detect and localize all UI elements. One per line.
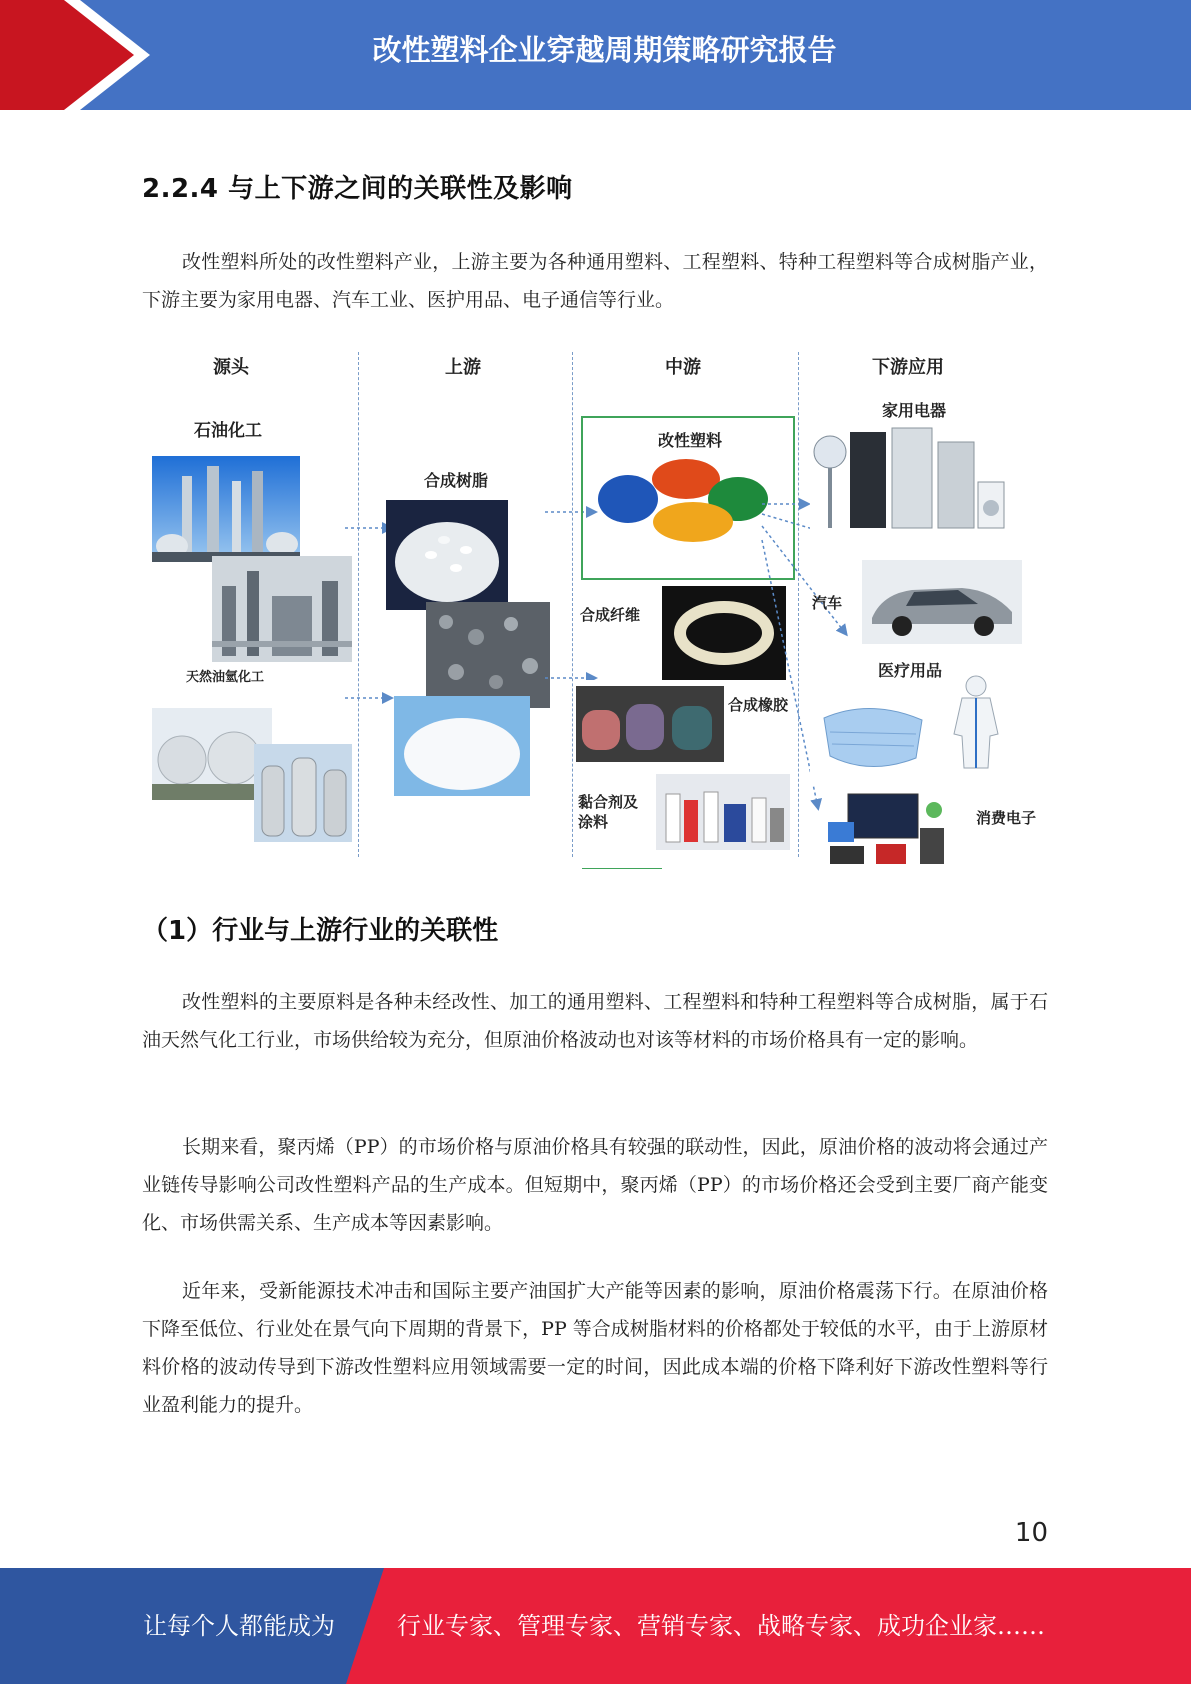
report-title: 改性塑料企业穿越周期策略研究报告	[372, 33, 837, 67]
paragraph-upstream-1: 改性塑料的主要原料是各种未经改性、加工的通用塑料、工程塑料和特种工程塑料等合成树脂，属于石油天然气化工行业，市场供给较为充分，但原油价格波动也对该等材料的市场价格具有一定的影响。	[142, 991, 1048, 1051]
appliances-photo-icon	[810, 422, 1006, 538]
column-header-upstream: 上游	[445, 357, 481, 378]
label-petrochemical: 石油化工	[194, 421, 262, 441]
column-header-midstream: 中游	[665, 357, 701, 378]
label-synthetic-resin: 合成树脂	[424, 471, 489, 490]
page-footer	[0, 1568, 1191, 1684]
column-header-source: 源头	[213, 357, 249, 378]
resin-pellets-photo-icon	[386, 500, 508, 610]
protective-suit-photo-icon	[946, 672, 1006, 772]
label-modified-plastics: 改性塑料	[658, 431, 723, 450]
intro-paragraph: 改性塑料所处的改性塑料产业，上游主要为各种通用塑料、工程塑料、特种工程塑料等合成树脂产业，下游主要为家用电器、汽车工业、医护用品、电子通信等行业。	[142, 251, 1048, 311]
subsection-heading: （1）行业与上游行业的关联性	[142, 916, 499, 946]
label-natural-gas-chemical: 天然油氫化工	[186, 670, 265, 685]
paragraph-upstream-3: 近年来，受新能源技术冲击和国际主要产油国扩大产能等因素的影响，原油价格震荡下行。在原油价格下降至低位、行业处在景气向下周期的背景下，PP 等合成树脂材料的价格都处于较低的水平，由于上游原材料价格的波动传导到下游改性塑料应用领域需要一定的时间，因此成本端的价格下降利好下游改性塑料等行业盈利能力的提升。	[142, 1280, 1048, 1416]
paragraph-upstream-2: 长期来看，聚丙烯（PP）的市场价格与原油价格具有较强的联动性，因此，原油价格的波动将会通过产业链传导影响公司改性塑料产品的生产成本。但短期中，聚丙烯（PP）的市场价格还会受到主要厂商产能变化、市场供需关系、生产成本等因素影响。	[142, 1136, 1048, 1234]
face-mask-photo-icon	[810, 688, 936, 784]
label-synthetic-rubber: 合成橡胶	[728, 696, 789, 714]
resin-powder-photo-icon	[394, 696, 530, 796]
column-header-downstream: 下游应用	[872, 357, 944, 378]
consumer-electronics-photo-icon	[824, 788, 950, 870]
colored-pellets-photo-icon	[598, 454, 770, 544]
gas-tanks-photo-icon	[254, 744, 352, 842]
label-synthetic-fiber: 合成纤维	[580, 606, 641, 624]
green-underline	[582, 868, 662, 869]
car-photo-icon	[862, 560, 1022, 644]
label-medical-supplies: 医疗用品	[878, 661, 943, 680]
label-home-appliances: 家用电器	[882, 401, 947, 420]
refinery-photo-icon	[152, 456, 300, 562]
footer-slogan-right: 行业专家、管理专家、营销专家、战略专家、成功企业家……	[397, 1612, 1045, 1640]
industry-chain-diagram	[148, 350, 1043, 870]
page-header	[0, 0, 1191, 110]
footer-slogan-left: 让每个人都能成为	[143, 1612, 335, 1640]
section-heading: 2.2.4 与上下游之间的关联性及影响	[142, 174, 573, 204]
granules-photo-icon	[426, 602, 550, 708]
chemical-plant-photo-icon	[212, 556, 352, 662]
label-adhesives-coatings: 黏合剂及涂料	[578, 793, 639, 831]
label-automobile: 汽车	[812, 594, 843, 612]
label-consumer-electronics: 消费电子	[976, 809, 1037, 827]
page-number: 10	[1014, 1518, 1048, 1548]
rubber-rolls-photo-icon	[576, 686, 724, 762]
